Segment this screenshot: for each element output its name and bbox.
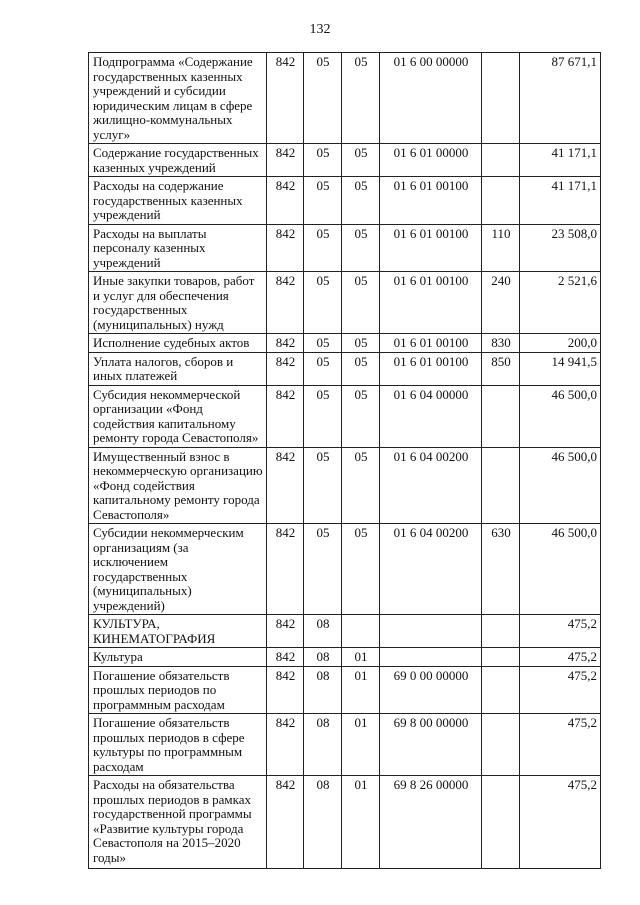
expense-type-cell: 630 <box>482 524 520 615</box>
row-name-cell: Расходы на обязательства прошлых периодов в рамках государственной программы «Развитие культуры города Севастополя на 2015–2020 годы» <box>89 776 267 869</box>
subsection-code-cell: 05 <box>342 272 380 334</box>
section-code-cell: 05 <box>304 385 342 447</box>
amount-cell: 46 500,0 <box>520 447 601 524</box>
section-code-cell: 05 <box>304 352 342 385</box>
amount-cell: 87 671,1 <box>520 53 601 144</box>
amount-cell: 23 508,0 <box>520 224 601 272</box>
expense-type-cell <box>482 714 520 776</box>
amount-cell: 475,2 <box>520 666 601 714</box>
ministry-code-cell: 842 <box>267 144 304 177</box>
row-name-cell: Расходы на выплаты персоналу казенных учреждений <box>89 224 267 272</box>
row-name-cell: Расходы на содержание государственных казенных учреждений <box>89 177 267 225</box>
amount-cell: 200,0 <box>520 334 601 353</box>
expense-type-cell <box>482 666 520 714</box>
target-article-cell: 69 8 26 00000 <box>380 776 482 869</box>
section-code-cell: 05 <box>304 272 342 334</box>
table-row <box>89 666 601 714</box>
row-name-cell: Культура <box>89 648 267 667</box>
ministry-code-cell: 842 <box>267 224 304 272</box>
row-name-cell: Субсидии некоммерческим организациям (за исключением государственных (муниципальных) учреждений) <box>89 524 267 615</box>
amount-cell: 41 171,1 <box>520 177 601 225</box>
subsection-code-cell: 05 <box>342 334 380 353</box>
row-name-cell: Погашение обязательств прошлых периодов в сфере культуры по программным расходам <box>89 714 267 776</box>
ministry-code-cell: 842 <box>267 666 304 714</box>
table-row <box>89 648 601 667</box>
section-code-cell: 05 <box>304 334 342 353</box>
amount-cell: 475,2 <box>520 776 601 869</box>
section-code-cell: 08 <box>304 615 342 648</box>
target-article-cell: 69 8 00 00000 <box>380 714 482 776</box>
expense-type-cell <box>482 776 520 869</box>
table-row <box>89 177 601 225</box>
target-article-cell: 69 0 00 00000 <box>380 666 482 714</box>
target-article-cell: 01 6 01 00100 <box>380 272 482 334</box>
row-name-cell: Иные закупки товаров, работ и услуг для обеспечения государственных (муниципальных) нужд <box>89 272 267 334</box>
ministry-code-cell: 842 <box>267 272 304 334</box>
table-row <box>89 144 601 177</box>
expense-type-cell <box>482 53 520 144</box>
ministry-code-cell: 842 <box>267 53 304 144</box>
row-name-cell: Уплата налогов, сборов и иных платежей <box>89 352 267 385</box>
amount-cell: 14 941,5 <box>520 352 601 385</box>
target-article-cell <box>380 648 482 667</box>
expense-type-cell <box>482 144 520 177</box>
expense-type-cell: 110 <box>482 224 520 272</box>
subsection-code-cell: 01 <box>342 714 380 776</box>
target-article-cell <box>380 615 482 648</box>
subsection-code-cell: 05 <box>342 53 380 144</box>
ministry-code-cell: 842 <box>267 334 304 353</box>
subsection-code-cell: 01 <box>342 648 380 667</box>
table-row <box>89 615 601 648</box>
target-article-cell: 01 6 04 00200 <box>380 524 482 615</box>
amount-cell: 475,2 <box>520 615 601 648</box>
subsection-code-cell: 05 <box>342 224 380 272</box>
expense-type-cell: 850 <box>482 352 520 385</box>
section-code-cell: 05 <box>304 177 342 225</box>
section-code-cell: 05 <box>304 144 342 177</box>
subsection-code-cell: 05 <box>342 144 380 177</box>
section-code-cell: 08 <box>304 648 342 667</box>
amount-cell: 46 500,0 <box>520 385 601 447</box>
amount-cell: 41 171,1 <box>520 144 601 177</box>
expense-type-cell <box>482 177 520 225</box>
page-number: 132 <box>309 22 331 37</box>
budget-table <box>88 52 601 869</box>
table-row <box>89 447 601 524</box>
section-code-cell: 05 <box>304 224 342 272</box>
table-row <box>89 714 601 776</box>
ministry-code-cell: 842 <box>267 648 304 667</box>
target-article-cell: 01 6 01 00000 <box>380 144 482 177</box>
ministry-code-cell: 842 <box>267 714 304 776</box>
ministry-code-cell: 842 <box>267 177 304 225</box>
table-row <box>89 272 601 334</box>
section-code-cell: 08 <box>304 776 342 869</box>
amount-cell: 475,2 <box>520 714 601 776</box>
section-code-cell: 08 <box>304 714 342 776</box>
table-row <box>89 334 601 353</box>
target-article-cell: 01 6 01 00100 <box>380 352 482 385</box>
subsection-code-cell: 05 <box>342 447 380 524</box>
section-code-cell: 05 <box>304 53 342 144</box>
ministry-code-cell: 842 <box>267 447 304 524</box>
ministry-code-cell: 842 <box>267 352 304 385</box>
expense-type-cell <box>482 447 520 524</box>
subsection-code-cell <box>342 615 380 648</box>
row-name-cell: Имущественный взнос в некоммерческую организацию «Фонд содействия капитальному ремонту города Севастополя» <box>89 447 267 524</box>
ministry-code-cell: 842 <box>267 615 304 648</box>
subsection-code-cell: 01 <box>342 776 380 869</box>
subsection-code-cell: 05 <box>342 385 380 447</box>
expense-type-cell <box>482 648 520 667</box>
target-article-cell: 01 6 01 00100 <box>380 177 482 225</box>
subsection-code-cell: 05 <box>342 524 380 615</box>
section-code-cell: 05 <box>304 447 342 524</box>
row-name-cell: Подпрограмма «Содержание государственных казенных учреждений и субсидии юридическим лицам в сфере жилищно-коммунальных услуг» <box>89 53 267 144</box>
target-article-cell: 01 6 04 00000 <box>380 385 482 447</box>
row-name-cell: Содержание государственных казенных учреждений <box>89 144 267 177</box>
table-row <box>89 352 601 385</box>
table-row <box>89 53 601 144</box>
amount-cell: 46 500,0 <box>520 524 601 615</box>
amount-cell: 475,2 <box>520 648 601 667</box>
ministry-code-cell: 842 <box>267 524 304 615</box>
table-row <box>89 524 601 615</box>
subsection-code-cell: 05 <box>342 352 380 385</box>
section-code-cell: 08 <box>304 666 342 714</box>
row-name-cell: КУЛЬТУРА, КИНЕМАТОГРАФИЯ <box>89 615 267 648</box>
target-article-cell: 01 6 01 00100 <box>380 224 482 272</box>
expense-type-cell <box>482 385 520 447</box>
section-code-cell: 05 <box>304 524 342 615</box>
subsection-code-cell: 01 <box>342 666 380 714</box>
row-name-cell: Исполнение судебных актов <box>89 334 267 353</box>
target-article-cell: 01 6 00 00000 <box>380 53 482 144</box>
table-row <box>89 224 601 272</box>
amount-cell: 2 521,6 <box>520 272 601 334</box>
expense-type-cell: 240 <box>482 272 520 334</box>
table-row <box>89 776 601 869</box>
subsection-code-cell: 05 <box>342 177 380 225</box>
target-article-cell: 01 6 01 00100 <box>380 334 482 353</box>
table-row <box>89 385 601 447</box>
row-name-cell: Погашение обязательств прошлых периодов по программным расходам <box>89 666 267 714</box>
expense-type-cell: 830 <box>482 334 520 353</box>
target-article-cell: 01 6 04 00200 <box>380 447 482 524</box>
row-name-cell: Субсидия некоммерческой организации «Фонд содействия капитальному ремонту города Севастополя» <box>89 385 267 447</box>
ministry-code-cell: 842 <box>267 385 304 447</box>
expense-type-cell <box>482 615 520 648</box>
ministry-code-cell: 842 <box>267 776 304 869</box>
